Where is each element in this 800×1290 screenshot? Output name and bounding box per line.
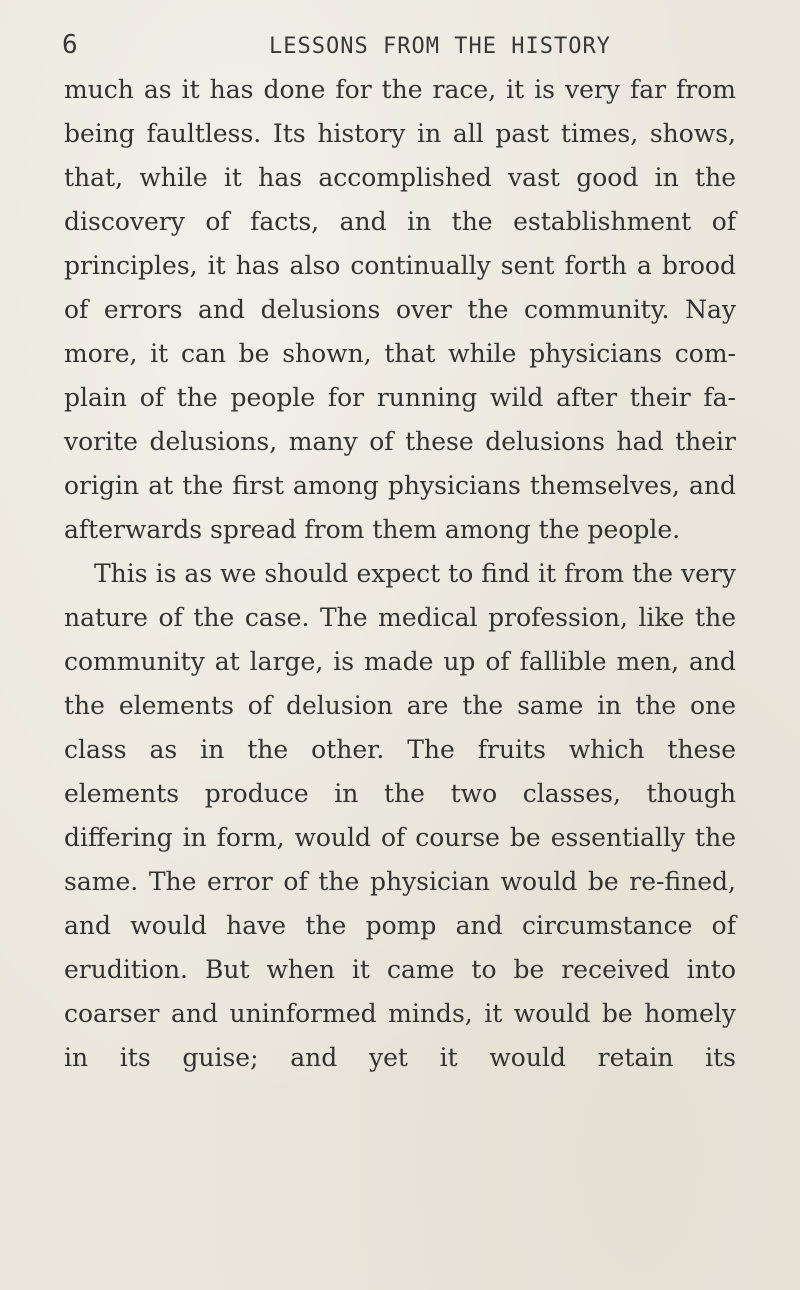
running-title: LESSONS FROM THE HISTORY: [269, 34, 611, 59]
paragraph: This is as we should expect to find it from the very nature of the case. The medical profession, like the community at large, is made up of fallible men, and the elements of delusion are the same in the one class as in the other. The fruits which these elements produce in the two classes, though differing in form, would of course be essentially the same. The error of the physician would be re-fined, and would have the pomp and circumstance of erudition. But when it came to be received into coarser and uninformed minds, it would be homely in its guise; and yet it would retain its: [64, 559, 736, 1072]
running-head: [0, 14, 800, 74]
page-number: 6: [62, 30, 78, 60]
body-text: [64, 68, 736, 1080]
paragraph: much as it has done for the race, it is very far from being faultless. Its history in all past times, shows, that, while it has accomplished vast good in the discovery of facts, and in the establishment of principles, it has also continually sent forth a brood of errors and delusions over the community. Nay more, it can be shown, that while physicians com-plain of the people for running wild after their fa-vorite delusions, many of these delusions had their origin at the first among physicians themselves, and afterwards spread from them among the people.: [64, 75, 736, 544]
